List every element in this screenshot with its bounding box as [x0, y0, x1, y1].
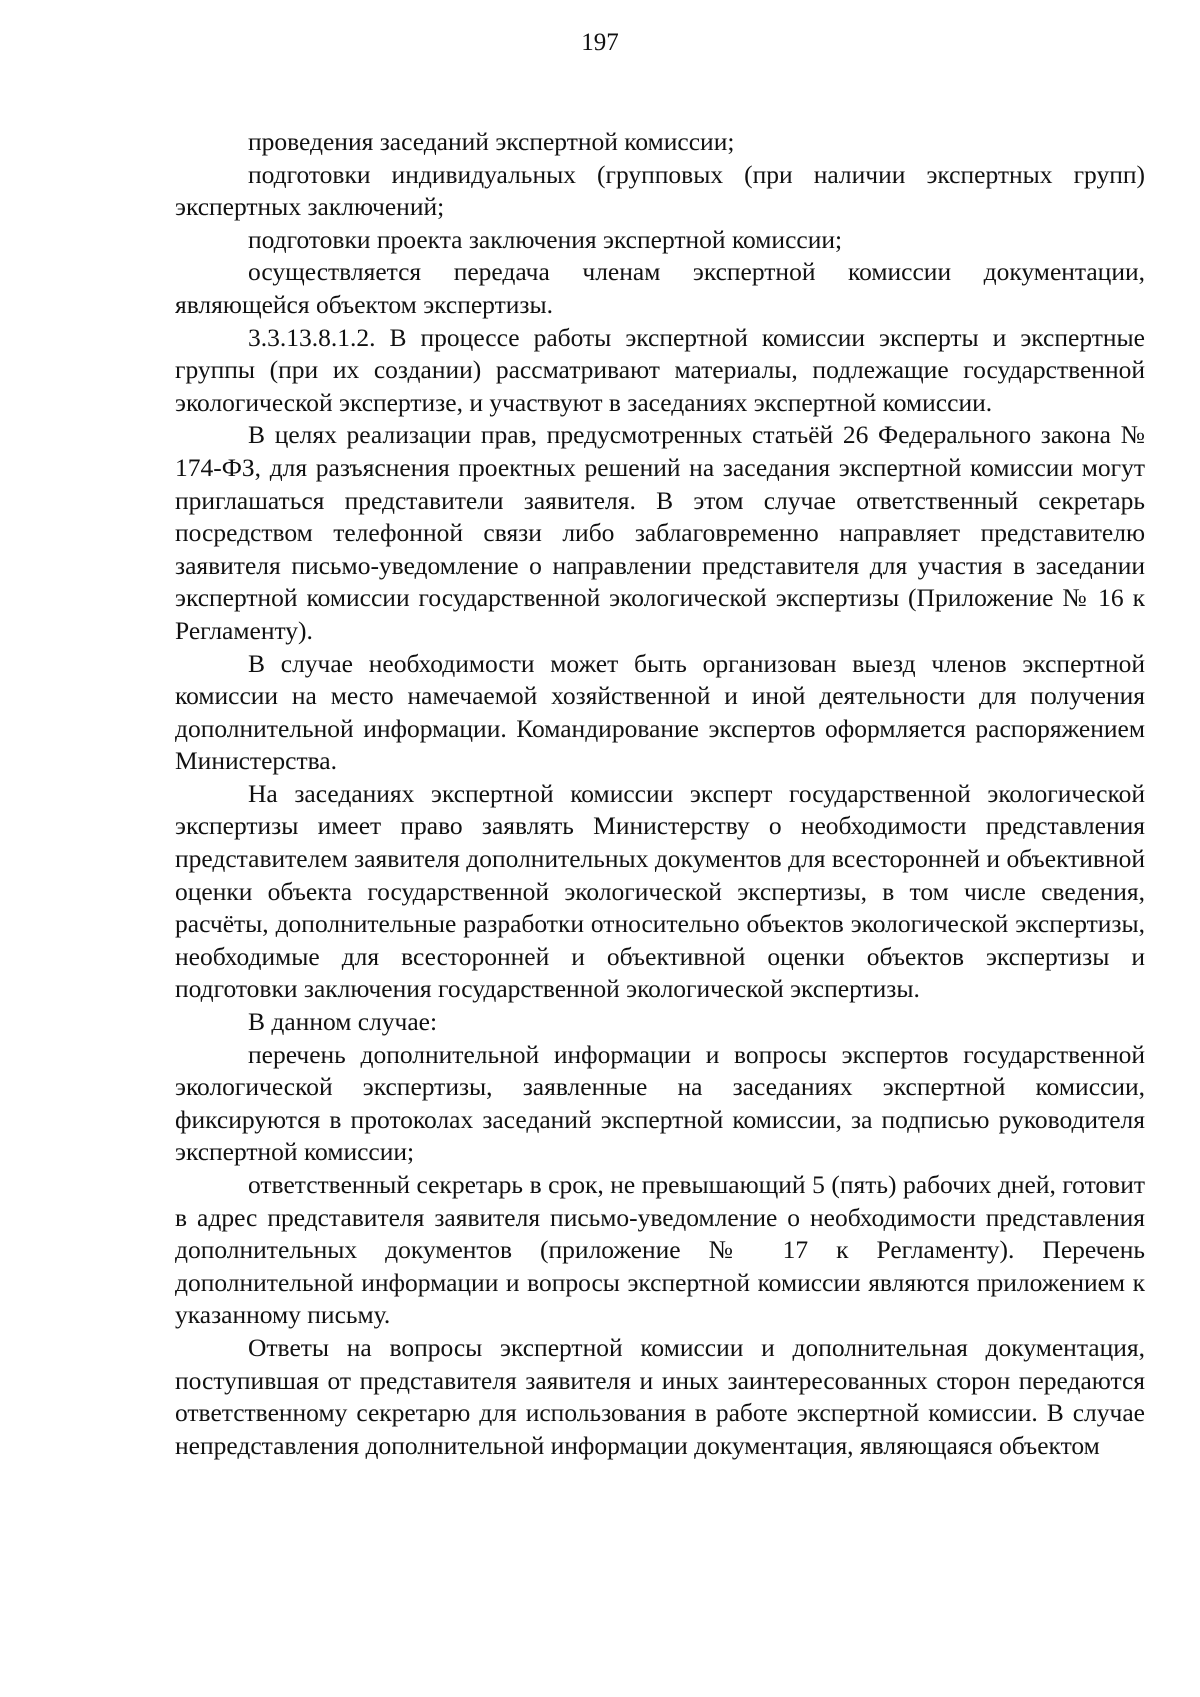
- page-number: 197: [581, 29, 619, 56]
- paragraph: 3.3.13.8.1.2. В процессе работы экспертной комиссии эксперты и экспертные группы (при их создании) рассматривают материалы, подлежащие государственной экологической экспертизе, и участвуют в заседаниях экспертной комиссии.: [175, 322, 1145, 417]
- document-body: [175, 126, 1145, 1462]
- paragraph: проведения заседаний экспертной комиссии;: [248, 127, 735, 156]
- paragraph: В целях реализации прав, предусмотренных статьёй 26 Федерального закона № 174-ФЗ, для разъяснения проектных решений на заседания экспертной комиссии могут приглашаться представители заявителя. В этом случае ответственный секретарь посредством телефонной связи либо заблаговременно направляет представителю заявителя письмо-уведомление о направлении представителя для участия в заседании экспертной комиссии государственной экологической экспертизы (Приложение № 16 к Регламенту).: [175, 420, 1145, 645]
- paragraph: подготовки проекта заключения экспертной комиссии;: [248, 224, 843, 254]
- paragraph: подготовки индивидуальных (групповых (при наличии экспертных групп) экспертных заключений;: [175, 159, 1145, 222]
- paragraph: перечень дополнительной информации и вопросы экспертов государственной экологической экспертизы, заявленные на заседаниях экспертной комиссии, фиксируются в протоколах заседаний экспертной комиссии, за подписью руководителя экспертной комиссии;: [175, 1039, 1145, 1167]
- paragraph: В данном случае:: [248, 1007, 438, 1037]
- paragraph: В случае необходимости может быть организован выезд членов экспертной комиссии на место намечаемой хозяйственной и иной деятельности для получения дополнительной информации. Командирование экспертов оформляется распоряжением Министерства.: [175, 648, 1145, 776]
- paragraph: ответственный секретарь в срок, не превышающий 5 (пять) рабочих дней, готовит в адрес представителя заявителя письмо-уведомление о необходимости представления дополнительных документов (приложение № 17 к Регламенту). Перечень дополнительной информации и вопросы экспертной комиссии являются приложением к указанному письму.: [175, 1170, 1145, 1330]
- paragraph: На заседаниях экспертной комиссии эксперт государственной экологической экспертизы имеет право заявлять Министерству о необходимости представления представителем заявителя дополнительных документов для всесторонней и объективной оценки объекта государственной экологической экспертизы, в том числе сведения, расчёты, дополнительные разработки относительно объектов экологической экспертизы, необходимые для всесторонней и объективной оценки объектов экспертизы и подготовки заключения государственной экологической экспертизы.: [175, 778, 1145, 1004]
- paragraph: осуществляется передача членам экспертной комиссии документации, являющейся объектом экспертизы.: [175, 257, 1145, 319]
- paragraph: Ответы на вопросы экспертной комиссии и дополнительная документация, поступившая от представителя заявителя и иных заинтересованных сторон передаются ответственному секретарю для использования в работе экспертной комиссии. В случае непредставления дополнительной информации документация, являющаяся объектом: [175, 1332, 1145, 1460]
